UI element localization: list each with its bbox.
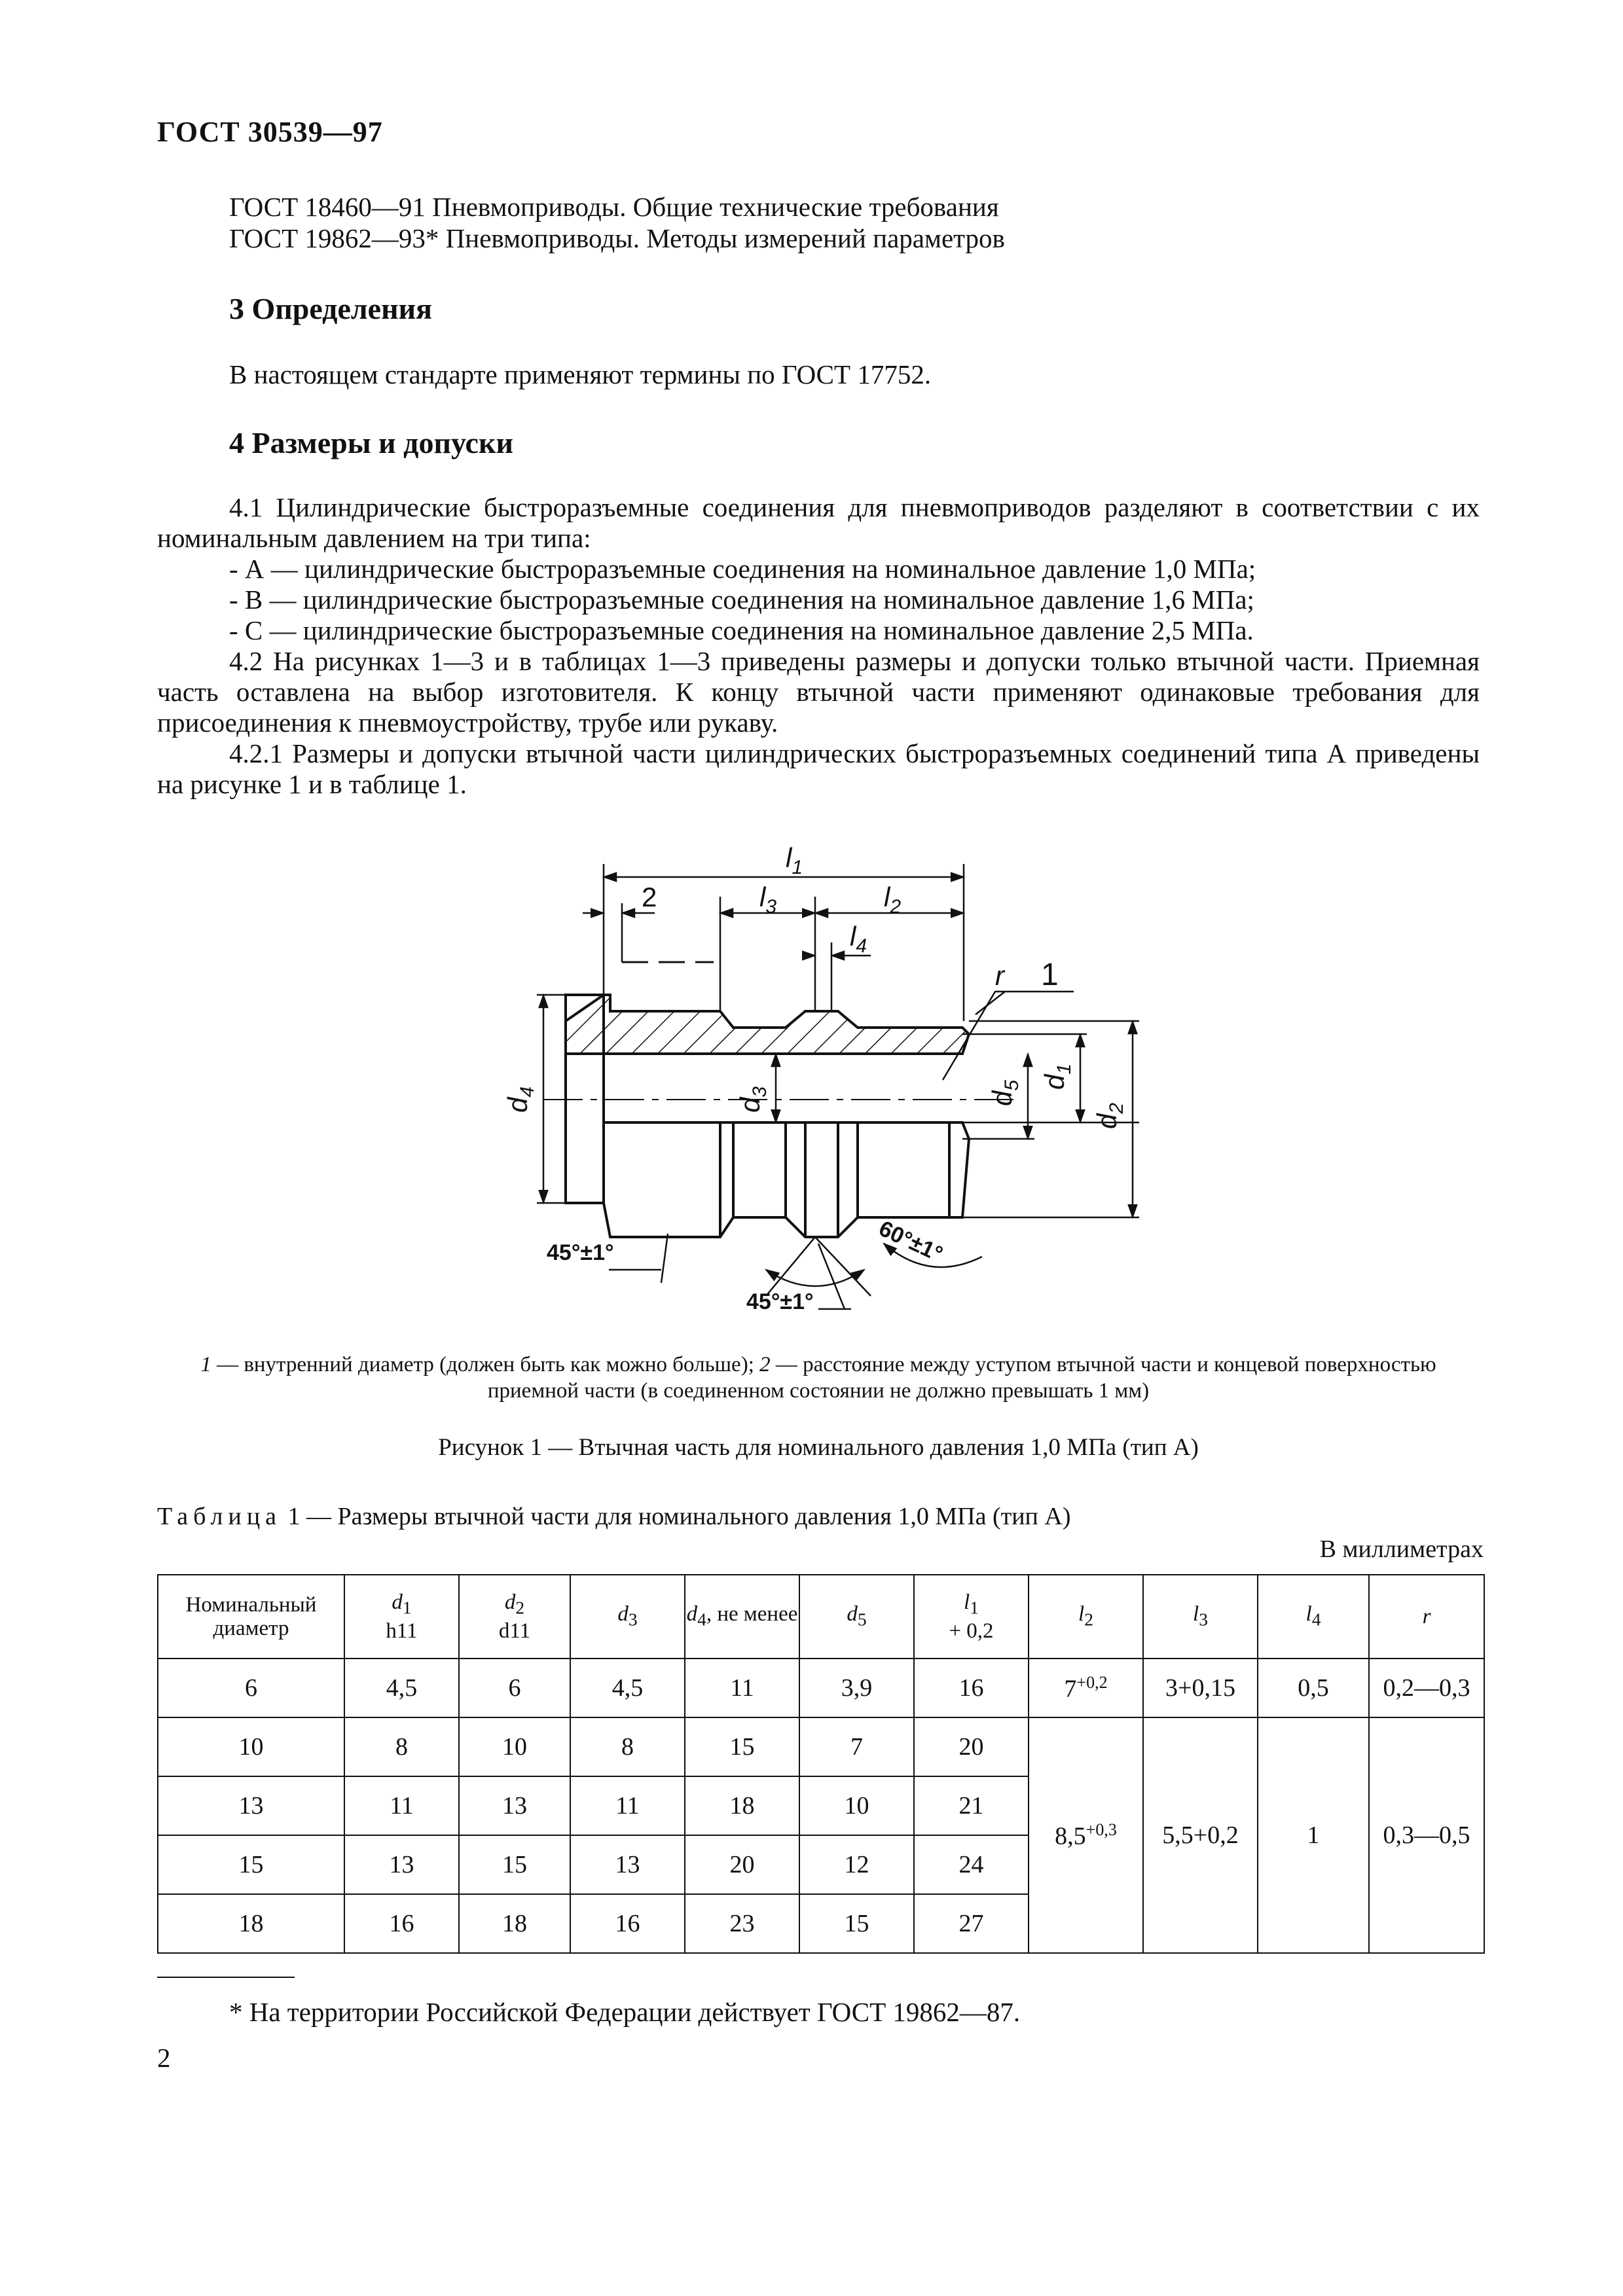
table-cell-l2-row1: $7^{+0,2}$ (1029, 1659, 1143, 1717)
table-cell: 12 (799, 1835, 914, 1894)
table-cell: 11 (344, 1776, 459, 1835)
legend-text-2: — расстояние между уступом втычной части и концевой поверхностью приемной части (в соединенном состоянии не должно превышать 1 мм) (487, 1353, 1436, 1403)
type-b-item: - В — цилиндрические быстроразъемные соединения на номинальное давление 1,6 МПа; (229, 584, 1254, 615)
paragraph-4-2: 4.2 На рисунках 1—3 и в таблицах 1—3 приведены размеры и допуски только втычной части. Приемная часть оставлена на выбор изготовителя. К концу втычной части применяют одинаковые требования для присоединения к пневмоустройству, трубе или рукаву. (157, 646, 1480, 738)
table-cell: 3,9 (799, 1659, 914, 1717)
table-cell: 8 (344, 1717, 459, 1776)
label-l1: $l_1$ (786, 842, 803, 878)
table-cell: 11 (570, 1776, 685, 1835)
table-cell: 27 (914, 1894, 1029, 1953)
header-l3: $l_3$ (1143, 1575, 1258, 1659)
table-cell: 13 (570, 1835, 685, 1894)
header-nominal: Номинальный диаметр (158, 1575, 344, 1659)
label-d2: $d_2$ (1091, 1102, 1127, 1129)
table-cell: 13 (459, 1776, 570, 1835)
table-cell-r-row1: 0,2—0,3 (1369, 1659, 1484, 1717)
table-cell-l4-merged: 1 (1258, 1717, 1369, 1953)
table-cell: 15 (158, 1835, 344, 1894)
table-cell: 10 (799, 1776, 914, 1835)
page-number: 2 (157, 2043, 171, 2073)
legend-num-2: 2 (759, 1353, 771, 1376)
table-row (158, 1659, 1484, 1717)
table-cell-r-merged: 0,3—0,5 (1369, 1717, 1484, 1953)
table-cell: 18 (158, 1894, 344, 1953)
table-cell: 13 (344, 1835, 459, 1894)
document-header: ГОСТ 30539—97 (157, 116, 383, 148)
table-cell: 8 (570, 1717, 685, 1776)
table-units: В миллиметрах (1319, 1535, 1484, 1563)
table-cell: 11 (685, 1659, 799, 1717)
header-d4: $d_4$, не менее (685, 1575, 799, 1659)
table-header-row (158, 1575, 1484, 1659)
table-cell: 15 (459, 1835, 570, 1894)
table-cell: 6 (158, 1659, 344, 1717)
label-d1: $d_1$ (1039, 1063, 1075, 1090)
table-cell: 7 (799, 1717, 914, 1776)
type-a-item: - А — цилиндрические быстроразъемные соединения на номинальное давление 1,0 МПа; (229, 554, 1256, 584)
table-cell: 10 (158, 1717, 344, 1776)
label-l2: $l_2$ (884, 882, 902, 918)
table-cell: 18 (685, 1776, 799, 1835)
table-cell: 24 (914, 1835, 1029, 1894)
table-cell: 20 (914, 1717, 1029, 1776)
table-title-rest: 1 — Размеры втычной части для номинального давления 1,0 МПа (тип А) (282, 1503, 1071, 1530)
table-cell: 23 (685, 1894, 799, 1953)
label-callout-1: 1 (1041, 958, 1059, 992)
table-cell: 4,5 (344, 1659, 459, 1717)
label-d4: $d_4$ (502, 1086, 538, 1113)
table-cell-l3-merged: 5,5+0,2 (1143, 1717, 1258, 1953)
header-l1: $l_1$ + 0,2 (914, 1575, 1029, 1659)
table-cell-l4-row1: 0,5 (1258, 1659, 1369, 1717)
header-d1: $d_1$ h11 (344, 1575, 459, 1659)
part-outline (566, 995, 969, 1237)
header-r: r (1369, 1575, 1484, 1659)
footnote-separator (157, 1977, 295, 1978)
paragraph-4-1: 4.1 Цилиндрические быстроразъемные соединения для пневмоприводов разделяют в соответствии с их номинальным давлением на три типа: (157, 492, 1480, 553)
label-angle-bottom: 45°±1° (746, 1289, 814, 1314)
label-angle-right: 60°±1° (875, 1215, 947, 1267)
header-l2: $l_2$ (1029, 1575, 1143, 1659)
figure-legend (157, 1352, 1480, 1404)
legend-num-1: 1 (200, 1353, 211, 1376)
header-d2: $d_2$ d11 (459, 1575, 570, 1659)
table-cell: 4,5 (570, 1659, 685, 1717)
reference-1: ГОСТ 18460—91 Пневмоприводы. Общие технические требования (229, 192, 999, 222)
table-cell: 16 (570, 1894, 685, 1953)
table-cell: 20 (685, 1835, 799, 1894)
table-row (158, 1717, 1484, 1776)
section-4-title: 4 Размеры и допуски (229, 426, 513, 459)
section-3-text: В настоящем стандарте применяют термины по ГОСТ 17752. (229, 359, 932, 389)
table-cell: 13 (158, 1776, 344, 1835)
figure-caption: Рисунок 1 — Втычная часть для номинального давления 1,0 МПа (тип А) (438, 1434, 1199, 1461)
table-1 (157, 1574, 1485, 1954)
footnote: * На территории Российской Федерации действует ГОСТ 19862—87. (229, 1997, 1021, 2027)
table-cell: 21 (914, 1776, 1029, 1835)
header-l4: $l_4$ (1258, 1575, 1369, 1659)
label-angle-left: 45°±1° (547, 1240, 614, 1265)
table-cell: 15 (685, 1717, 799, 1776)
table-cell-l3-row1: 3+0,15 (1143, 1659, 1258, 1717)
table-cell: 15 (799, 1894, 914, 1953)
table-cell: 16 (344, 1894, 459, 1953)
label-r: r (995, 960, 1004, 991)
label-l4: $l_4$ (850, 921, 867, 957)
table-cell: 18 (459, 1894, 570, 1953)
header-d5: $d_5$ (799, 1575, 914, 1659)
type-c-item: - С — цилиндрические быстроразъемные соединения на номинальное давление 2,5 МПа. (229, 615, 1254, 645)
table-cell: 6 (459, 1659, 570, 1717)
table-title-prefix: Таблица (157, 1503, 282, 1530)
table-cell: 10 (459, 1717, 570, 1776)
label-d5: $d_5$ (987, 1079, 1023, 1106)
section-3-title: 3 Определения (229, 292, 432, 325)
table-cell-l2-merged: $8,5^{+0,3}$ (1029, 1717, 1143, 1953)
reference-2: ГОСТ 19862—93* Пневмоприводы. Методы измерений параметров (229, 223, 1005, 253)
label-l3: $l_3$ (759, 882, 777, 918)
table-title (157, 1502, 1070, 1531)
label-gap-2: 2 (642, 882, 657, 912)
table-cell: 16 (914, 1659, 1029, 1717)
paragraph-4-2-1: 4.2.1 Размеры и допуски втычной части цилиндрических быстроразъемных соединений типа А приведены на рисунке 1 и в таблице 1. (157, 738, 1480, 799)
legend-text-1: — внутренний диаметр (должен быть как можно больше); (211, 1353, 760, 1376)
header-d3: $d_3$ (570, 1575, 685, 1659)
label-d3: $d_3$ (735, 1086, 771, 1113)
